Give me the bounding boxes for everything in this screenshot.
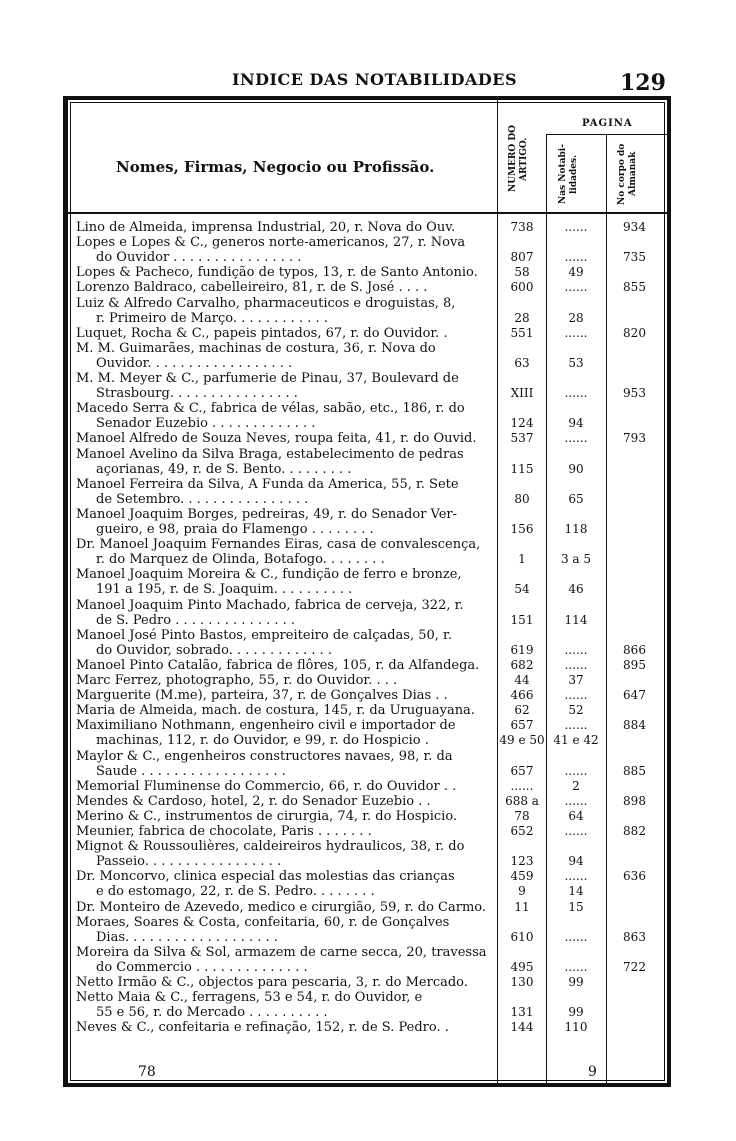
cell-pagina-almanak: 722 — [623, 959, 646, 974]
entry-text: Luquet, Rocha & C., papeis pintados, 67, r. do Ouvidor. . — [76, 325, 448, 341]
cell-numero-artigo: 124 — [510, 416, 534, 431]
entry-text: Manoel Pinto Catalão, fabrica de flôres, 105, r. da Alfandega. — [76, 657, 480, 673]
cell-pagina-notabilidades: 99 — [568, 975, 584, 989]
cell-numero-artigo: 495 — [510, 959, 534, 974]
entry-text: Manoel José Pinto Bastos, empreiteiro de calçadas, 50, r. — [76, 627, 452, 643]
cell-pagina-almanak: 647 — [623, 688, 646, 703]
entry-continuation: machinas, 112, r. do Ouvidor, e 99, r. do Hospicio . — [96, 733, 429, 749]
entry-text: Dr. Manoel Joaquim Fernandes Eiras, casa de convalescença, — [76, 537, 481, 553]
cell-numero-artigo: 807 — [510, 250, 534, 265]
cell-numero-artigo: 144 — [510, 1020, 534, 1035]
cell-pagina-almanak: 882 — [623, 824, 646, 838]
entry-text: Meunier, fabrica de chocolate, Paris . . . . . . . — [76, 824, 372, 839]
cell-pagina-notabilidades: 52 — [568, 703, 584, 718]
entry-text: Macedo Serra & C., fabrica de vélas, sabão, etc., 186, r. do — [76, 401, 465, 417]
entry-text: Manoel Joaquim Borges, pedreiras, 49, r. do Senador Ver- — [76, 506, 458, 522]
entry-text: Maria de Almeida, mach. de costura, 145, r. da Uruguayana. — [76, 703, 475, 719]
cell-numero-artigo: 80 — [514, 491, 530, 506]
cell-pagina-almanak: 735 — [623, 250, 646, 265]
cell-numero-artigo: 130 — [510, 975, 534, 989]
entry-continuation: Senador Euzebio . . . . . . . . . . . . . — [96, 416, 316, 432]
entry-continuation: Saude . . . . . . . . . . . . . . . . . . — [96, 763, 286, 779]
cell-pagina-almanak: 866 — [623, 642, 646, 657]
entry-continuation: do Commercio . . . . . . . . . . . . . . — [96, 959, 308, 975]
entry-text: Manoel Avelino da Silva Braga, estabelecimento de pedras — [76, 446, 464, 462]
cell-pagina-notabilidades: 3 a 5 — [560, 552, 592, 567]
cell-pagina-notabilidades: 114 — [564, 612, 588, 627]
cell-pagina-almanak: 793 — [623, 431, 646, 446]
entry-text: Maximiliano Nothmann, engenheiro civil e importador de — [76, 718, 456, 734]
cell-numero-artigo: 619 — [510, 642, 534, 657]
cell-pagina-notabilidades: ...... — [564, 869, 588, 884]
header-almanak: No corpo do Almanak — [617, 143, 638, 205]
footer-right-number: 9 — [588, 1064, 597, 1080]
cell-pagina-notabilidades: ...... — [564, 642, 588, 657]
entry-text: Marc Ferrez, photographo, 55, r. do Ouvidor. . . . — [76, 673, 398, 688]
cell-pagina-notabilidades: ...... — [564, 959, 588, 974]
cell-pagina-notabilidades: ...... — [564, 386, 588, 401]
cell-pagina-almanak: 855 — [623, 280, 646, 295]
cell-numero-artigo: 63 — [514, 355, 530, 370]
header-numero-artigo: NUMERO DO ARTIGO. — [508, 125, 529, 193]
cell-numero-artigo: 657 — [510, 763, 534, 778]
cell-pagina-notabilidades: ...... — [564, 718, 588, 733]
entry-text: Manoel Joaquim Pinto Machado, fabrica de cerveja, 322, r. — [76, 597, 464, 613]
cell-pagina-notabilidades: ...... — [564, 220, 588, 234]
entry-continuation: e do estomago, 22, r. de S. Pedro. . . . . . . . — [96, 884, 375, 900]
cell-numero-artigo: 131 — [510, 1005, 534, 1020]
entry-continuation: gueiro, e 98, praia do Flamengo . . . . . . . . — [96, 521, 374, 537]
entry-continuation: 55 e 56, r. do Mercado . . . . . . . . . . — [96, 1005, 328, 1021]
cell-numero-artigo: 466 — [510, 688, 534, 703]
cell-pagina-almanak: 885 — [623, 763, 646, 778]
cell-pagina-almanak: 895 — [623, 657, 646, 672]
cell-pagina-notabilidades: 28 — [568, 310, 584, 325]
cell-numero-artigo: 156 — [510, 521, 534, 536]
entry-text: Mendes & Cardoso, hotel, 2, r. do Senador Euzebio . . — [76, 793, 431, 809]
entry-text: Mignot & Roussoulières, caldeireiros hydraulicos, 38, r. do — [76, 839, 465, 855]
entry-continuation: de S. Pedro . . . . . . . . . . . . . . . — [96, 612, 296, 628]
entry-text: M. M. Guimarães, machinas de costura, 36, r. Nova do — [76, 340, 436, 356]
cell-pagina-notabilidades: ...... — [564, 688, 588, 703]
cell-pagina-notabilidades: 64 — [568, 808, 584, 823]
entry-text: Marguerite (M.me), parteira, 37, r. de Gonçalves Dias . . — [76, 688, 448, 704]
cell-pagina-notabilidades: ...... — [564, 929, 588, 944]
cell-pagina-notabilidades: ...... — [564, 763, 588, 778]
cell-pagina-notabilidades: ...... — [564, 824, 588, 838]
cell-numero-artigo: 58 — [514, 265, 530, 280]
cell-numero-artigo: 115 — [510, 461, 534, 476]
entry-text: Lino de Almeida, imprensa Industrial, 20, r. Nova do Ouv. — [76, 220, 456, 235]
cell-numero-artigo: 11 — [514, 899, 530, 914]
cell-pagina-notabilidades: 53 — [568, 355, 584, 370]
cell-numero-artigo: 49 e 50 — [499, 733, 545, 748]
cell-pagina-notabilidades: 110 — [564, 1020, 588, 1035]
cell-numero-artigo: 738 — [510, 220, 534, 234]
cell-pagina-notabilidades: 65 — [568, 491, 584, 506]
table-header — [68, 100, 667, 214]
entry-text: Manoel Ferreira da Silva, A Funda da America, 55, r. Sete — [76, 476, 459, 492]
cell-numero-artigo: 1 — [518, 552, 526, 567]
cell-numero-artigo: 688 a — [505, 793, 539, 808]
entry-continuation: de Setembro. . . . . . . . . . . . . . . . — [96, 491, 309, 507]
header-notabilidades: Nas Notabi-lidades. — [558, 144, 579, 204]
entry-text: Lopes e Lopes & C., generos norte-americanos, 27, r. Nova — [76, 235, 466, 251]
page-number: 129 — [620, 70, 666, 96]
index-table — [63, 96, 671, 1087]
entry-text: Manoel Joaquim Moreira & C., fundição de ferro e bronze, — [76, 567, 462, 583]
cell-numero-artigo: 657 — [510, 718, 534, 733]
cell-pagina-almanak: 863 — [623, 929, 646, 944]
entry-continuation: Ouvidor. . . . . . . . . . . . . . . . . . — [96, 355, 293, 371]
cell-pagina-notabilidades: 94 — [568, 416, 584, 431]
header-names-column: Nomes, Firmas, Negocio ou Profissão. — [116, 158, 435, 176]
cell-numero-artigo: ...... — [510, 778, 534, 793]
entry-continuation: Strasbourg. . . . . . . . . . . . . . . . — [96, 386, 298, 401]
cell-pagina-almanak: 820 — [623, 325, 646, 340]
entry-continuation: r. Primeiro de Março. . . . . . . . . . . . — [96, 310, 328, 326]
entry-text: Memorial Fluminense do Commercio, 66, r. do Ouvidor . . — [76, 778, 457, 794]
cell-pagina-notabilidades: 15 — [568, 899, 584, 914]
cell-pagina-notabilidades: 99 — [568, 1005, 584, 1020]
cell-pagina-notabilidades: ...... — [564, 280, 588, 295]
entry-text: Moraes, Soares & Costa, confeitaria, 60, r. de Gonçalves — [76, 914, 450, 930]
cell-pagina-notabilidades: 41 e 42 — [553, 733, 599, 748]
cell-numero-artigo: 682 — [510, 657, 534, 672]
entry-text: Dr. Moncorvo, clinica especial das molestias das crianças — [76, 869, 455, 885]
cell-pagina-notabilidades: 118 — [564, 521, 588, 536]
cell-pagina-notabilidades: 90 — [568, 461, 584, 476]
entry-continuation: açorianas, 49, r. de S. Bento. . . . . . . . . — [96, 461, 352, 477]
cell-numero-artigo: 78 — [514, 808, 530, 823]
cell-numero-artigo: 459 — [510, 869, 534, 884]
entry-text: Lopes & Pacheco, fundição de typos, 13, r. de Santo Antonio. — [76, 265, 478, 281]
cell-pagina-notabilidades: ...... — [564, 325, 588, 340]
cell-pagina-almanak: 884 — [623, 718, 646, 733]
cell-pagina-notabilidades: ...... — [564, 431, 588, 446]
cell-numero-artigo: 123 — [510, 854, 534, 869]
cell-numero-artigo: 551 — [510, 325, 534, 340]
entry-continuation: r. do Marquez de Olinda, Botafogo. . . . . . . . — [96, 552, 385, 568]
cell-pagina-notabilidades: 14 — [568, 884, 584, 899]
entry-text: Neves & C., confeitaria e refinação, 152, r. de S. Pedro. . — [76, 1020, 449, 1036]
cell-pagina-notabilidades: 49 — [568, 265, 584, 280]
entry-continuation: 191 a 195, r. de S. Joaquim. . . . . . . . . . — [96, 582, 353, 598]
cell-pagina-almanak: 953 — [623, 386, 646, 401]
cell-numero-artigo: 62 — [514, 703, 530, 718]
entry-continuation: Dias. . . . . . . . . . . . . . . . . . . — [96, 929, 278, 945]
cell-numero-artigo: 9 — [518, 884, 526, 899]
entry-continuation: do Ouvidor . . . . . . . . . . . . . . . . — [96, 250, 302, 266]
entry-text: Moreira da Silva & Sol, armazem de carne secca, 20, travessa — [76, 944, 487, 960]
cell-numero-artigo: 28 — [514, 310, 530, 325]
entry-text: Merino & C., instrumentos de cirurgia, 74, r. do Hospicio. — [76, 808, 458, 824]
header-pagina: PAGINA — [582, 118, 633, 129]
cell-pagina-notabilidades: ...... — [564, 793, 588, 808]
entry-text: Lorenzo Baldraco, cabelleireiro, 81, r. de S. José . . . . — [76, 280, 428, 296]
cell-numero-artigo: 652 — [510, 824, 534, 838]
entry-text: Luiz & Alfredo Carvalho, pharmaceuticos e droguistas, 8, — [76, 295, 456, 311]
cell-numero-artigo: 151 — [510, 612, 534, 627]
cell-numero-artigo: XIII — [510, 386, 534, 401]
cell-pagina-almanak: 636 — [623, 869, 646, 884]
cell-numero-artigo: 537 — [510, 431, 534, 446]
running-header: INDICE DAS NOTABILIDADES — [232, 70, 518, 89]
cell-numero-artigo: 610 — [510, 929, 534, 944]
entry-continuation: Passeio. . . . . . . . . . . . . . . . . — [96, 854, 282, 870]
entry-text: Netto Maia & C., ferragens, 53 e 54, r. do Ouvidor, e — [76, 990, 423, 1006]
cell-pagina-notabilidades: 94 — [568, 854, 584, 869]
cell-pagina-notabilidades: ...... — [564, 657, 588, 672]
cell-pagina-notabilidades: 37 — [568, 673, 584, 687]
cell-numero-artigo: 54 — [514, 582, 530, 597]
cell-pagina-notabilidades: 2 — [572, 778, 580, 793]
cell-pagina-almanak: 898 — [623, 793, 646, 808]
cell-pagina-almanak: 934 — [623, 220, 646, 234]
cell-pagina-notabilidades: ...... — [564, 250, 588, 265]
entry-text: Manoel Alfredo de Souza Neves, roupa feita, 41, r. do Ouvid. — [76, 431, 477, 447]
entry-text: Dr. Monteiro de Azevedo, medico e cirurgião, 59, r. do Carmo. — [76, 899, 486, 915]
cell-numero-artigo: 600 — [510, 280, 534, 295]
entry-text: M. M. Meyer & C., parfumerie de Pinau, 37, Boulevard de — [76, 371, 459, 386]
footer-left-number: 78 — [138, 1064, 156, 1080]
cell-numero-artigo: 44 — [514, 673, 530, 687]
entry-text: Netto Irmão & C., objectos para pescaria, 3, r. do Mercado. — [76, 975, 468, 990]
entry-continuation: do Ouvidor, sobrado. . . . . . . . . . . . . — [96, 642, 333, 658]
cell-pagina-notabilidades: 46 — [568, 582, 584, 597]
entry-text: Maylor & C., engenheiros constructores navaes, 98, r. da — [76, 748, 453, 764]
